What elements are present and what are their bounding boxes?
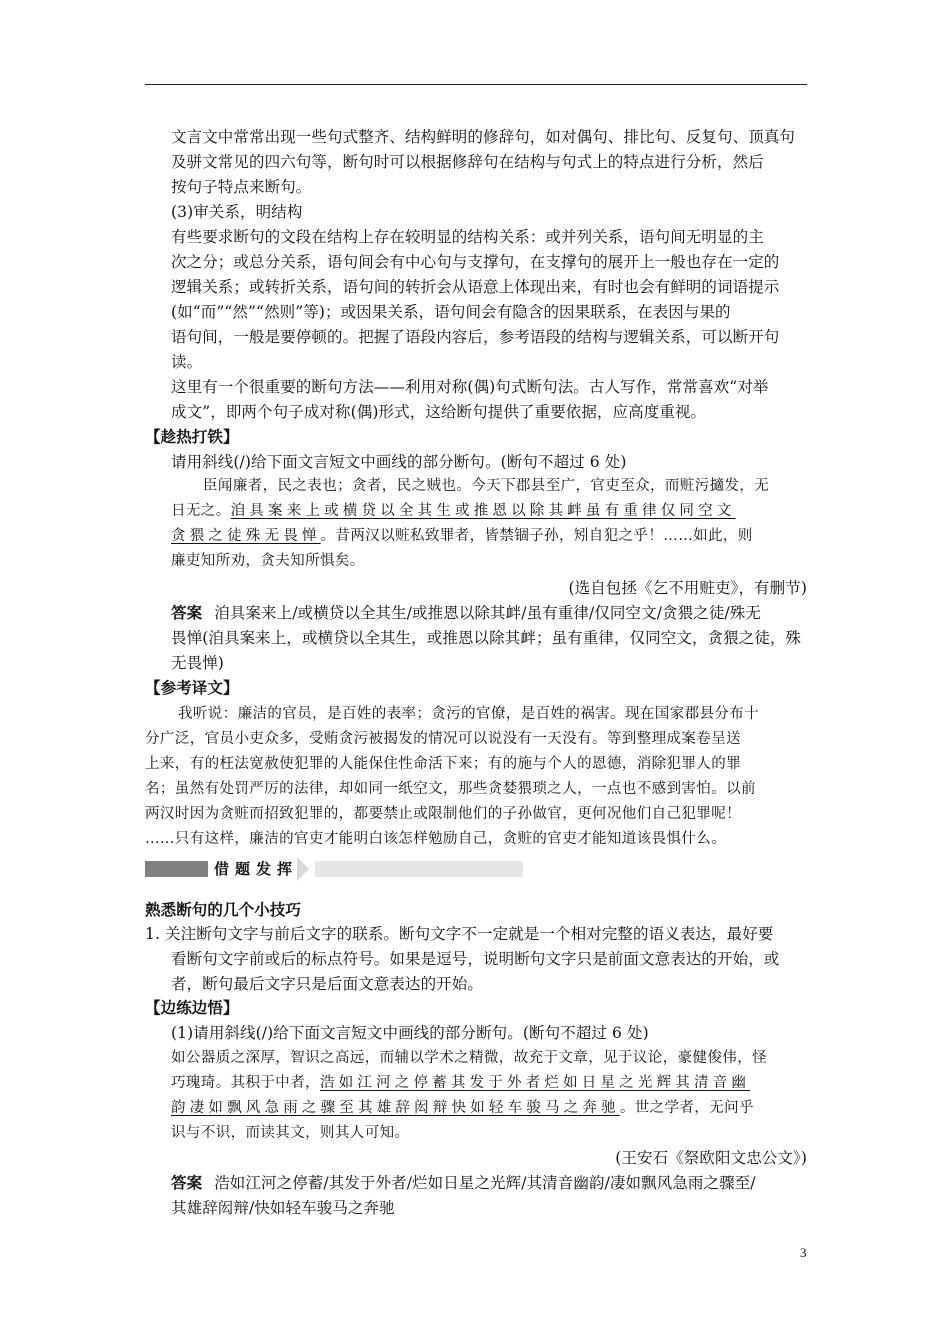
- page-number: 3: [800, 1245, 807, 1260]
- classical-text-line: [171, 524, 807, 548]
- classical-text-plain: 。世之学者，无问乎: [619, 1100, 754, 1116]
- classical-text-line: [171, 499, 807, 523]
- paragraph-line: 按句子特点来断句。: [171, 178, 312, 196]
- underlined-segment: 洎具案来上或横贷以全其生或推恩以除其衅虽有重律仅同空文: [230, 503, 736, 519]
- classical-text-line: [171, 1071, 807, 1095]
- tip-line: 看断句文字前或后的标点符号。如果是逗号，说明断句文字只是前面文意表达的开始，或: [171, 950, 780, 968]
- classical-text-plain: 。昔两汉以赃私致罪者，皆禁锢子孙，矧自犯之乎！……如此，则: [320, 528, 753, 544]
- underlined-segment: 韵凄如飘风急雨之骤至其雄辞闳辩快如轻车骏马之奔驰: [171, 1100, 620, 1116]
- answer-line: [171, 1171, 807, 1195]
- translation-line: 名；虽然有处罚严厉的法律，却如同一纸空文，那些贪婪猥琐之人，一点也不感到害怕。以前: [145, 781, 756, 797]
- translation-line: 上来，有的枉法宽赦使犯罪的人能保住性命活下来；有的施与个人的恩德，消除犯罪人的罪: [145, 756, 741, 772]
- classical-text-plain: 日无之。: [171, 503, 231, 519]
- answer-text: 洎具案来上/或横贷以全其生/或推恩以除其衅/虽有重律/仅同空文/贪猥之徒/殊无: [214, 604, 761, 622]
- classical-text-plain: 巧瑰琦。其积于中者，: [171, 1075, 320, 1091]
- paragraph-line: 次之分；或总分关系，语句间会有中心句与支撑句，在支撑句的展开上一般也存在一定的: [171, 253, 780, 271]
- underlined-segment: 浩如江河之停蓄其发于外者烂如日星之光辉其清音幽: [320, 1075, 751, 1091]
- tips-heading: 熟悉断句的几个小技巧: [145, 900, 302, 919]
- paragraph-line: 有些要求断句的文段在结构上存在较明显的结构关系：或并列关系，语句间无明显的主: [171, 228, 764, 246]
- paragraph-line: 读。: [171, 353, 203, 371]
- paragraph-line: 文言文中常常出现一些句式整齐、结构鲜明的修辞句，如对偶句、排比句、反复句、顶真句: [171, 128, 796, 146]
- banner-bar-dark: [145, 861, 208, 877]
- paragraph-line: 这里有一个很重要的断句方法——利用对称(偶)句式断句法。古人写作，常常喜欢“对举: [171, 378, 769, 396]
- paragraph-line: 语句间，一般是要停顿的。把握了语段内容后，参考语段的结构与逻辑关系，可以断开句: [171, 328, 780, 346]
- banner-bar-light: [315, 861, 523, 877]
- paragraph-line: 及骈文常见的四六句等，断句时可以根据修辞句在结构与句式上的特点进行分析，然后: [171, 153, 764, 171]
- underlined-segment: 贪猥之徒殊无畏惮: [171, 528, 321, 544]
- translation-line: 两汉时因为贪赃而招致犯罪的，都要禁止或限制他们的子孙做官，更何况他们自己犯罪呢！: [145, 806, 741, 822]
- paragraph-line: 成文”，即两个句子成对称(偶)形式，这给断句提供了重要依据，应高度重视。: [171, 403, 707, 421]
- classical-text-line: 廉吏知所劝，贪夫知所惧矣。: [171, 553, 365, 569]
- answer-text: 浩如江河之停蓄/其发于外者/烂如日星之光辉/其清音幽韵/凄如飘风急雨之骤至/: [214, 1174, 756, 1192]
- classical-text-line: [171, 1096, 807, 1120]
- answer-line: 其雄辞闳辩/快如轻车骏马之奔驰: [171, 1199, 395, 1217]
- classical-text-line: 识与不识，而读其文，则其人可知。: [171, 1125, 410, 1141]
- answer-line: 畏惮(洎具案来上，或横贷以全其生，或推恩以除其衅；虽有重律，仅同空文，贪猥之徒，殊: [171, 629, 802, 647]
- section-banner: [145, 857, 523, 881]
- translation-heading: 【参考译文】: [145, 678, 239, 697]
- banner-title: 借题发挥: [214, 860, 299, 878]
- practice-heading: 【趁热打铁】: [145, 427, 239, 446]
- source-citation: (王安石《祭欧阳文忠公文》): [615, 1149, 807, 1167]
- source-citation: (选自包拯《乞不用赃吏》，有删节): [568, 579, 807, 597]
- answer-line: [171, 601, 807, 625]
- classical-text-line: 臣闻廉者，民之表也；贪者，民之贼也。今天下郡县至广，官吏至众，而赃污擿发，无: [203, 478, 770, 494]
- section-heading: (3)审关系，明结构: [171, 203, 303, 221]
- banner-arrow-icon: [297, 857, 309, 881]
- tip-line: 1. 关注断句文字与前后文字的联系。断句文字不一定就是一个相对完整的语义表达，最好要: [145, 925, 774, 943]
- translation-line: 我听说：廉洁的官员，是百姓的表率；贪污的官僚，是百姓的祸害。现在国家郡县分布十: [178, 706, 760, 722]
- translation-line: 分广泛，官员小吏众多，受贿贪污被揭发的情况可以说没有一天没有。等到整理成案卷呈送: [145, 731, 741, 747]
- paragraph-line: (如“而”“然”“然则”等)；或因果关系，语句间会有隐含的因果联系，在表因与果的: [171, 303, 731, 321]
- tip-line: 者，断句最后文字只是后面文意表达的开始。: [171, 975, 484, 993]
- practice-heading: 【边练边悟】: [145, 998, 239, 1017]
- instruction-text: 请用斜线(/)给下面文言短文中画线的部分断句。(断句不超过 6 处): [171, 453, 627, 471]
- header-rule: [145, 84, 807, 85]
- classical-text-line: 如公器质之深厚，智识之高远，而辅以学术之精微，故充于文章，见于议论，豪健俊伟，怪: [171, 1050, 767, 1066]
- answer-line: 无畏惮): [171, 654, 224, 672]
- answer-label: 答案: [171, 1173, 203, 1192]
- instruction-text: (1)请用斜线(/)给下面文言短文中画线的部分断句。(断句不超过 6 处): [171, 1024, 649, 1042]
- translation-line: ……只有这样，廉洁的官吏才能明白该怎样勉励自己，贪赃的官吏才能知道该畏惧什么。: [145, 831, 727, 847]
- paragraph-line: 逻辑关系；或转折关系，语句间的转折会从语意上体现出来，有时也会有鲜明的词语提示: [171, 278, 780, 296]
- answer-label: 答案: [171, 603, 203, 622]
